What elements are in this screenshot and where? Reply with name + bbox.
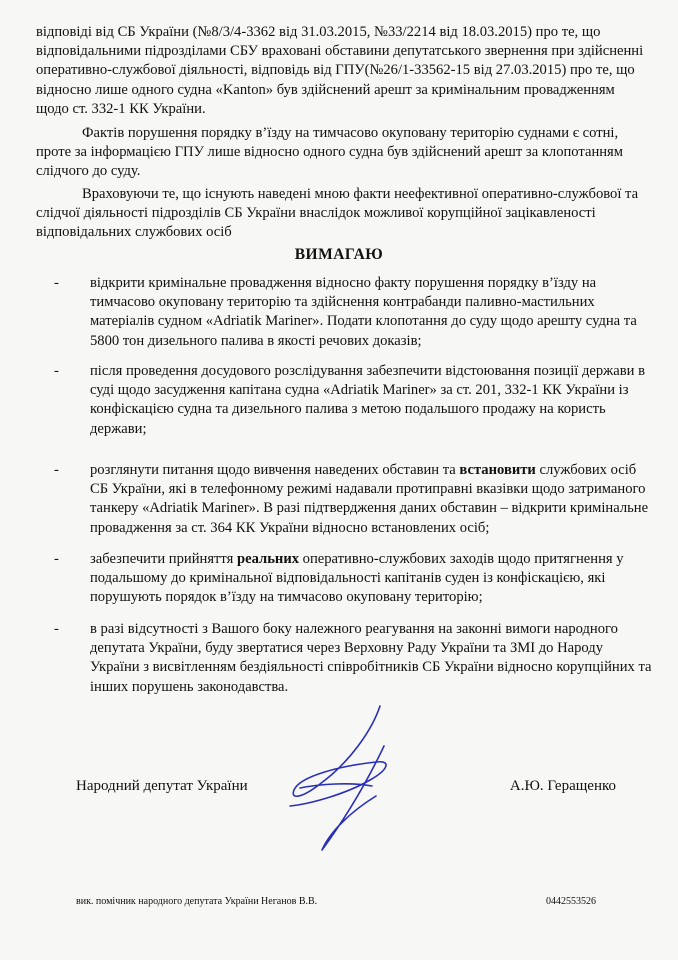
list-item-text (90, 461, 654, 538)
footer-phone: 0442553526 (546, 896, 596, 907)
emphasis-establish: встановити (459, 462, 536, 478)
list-item-text-start: розглянути питання щодо вивчення наведених обставин та (90, 462, 460, 478)
list-dash: - (54, 275, 59, 291)
list-item-text: в разі відсутності з Вашого боку належного реагування на законні вимоги народного депутата України, буду звертатися через Верховну Раду України та ЗМІ до Народу України з висвітленням бездіяльності співробітників СБ України відносно корупційних та інших порушень законодавства. (90, 621, 652, 695)
paragraph-violations (36, 124, 648, 182)
signer-title: Народний депутат України (76, 778, 248, 794)
paragraph-considering (36, 185, 648, 243)
violations-text: Фактів порушення порядку в’їзду на тимчасово окуповану територію суднами є сотні, проте за інформацією ГПУ лише відносно одного судна був здійснений арешт за клопотанням слідчого до суду. (36, 125, 624, 180)
demand-heading: ВИМАГАЮ (294, 246, 384, 263)
list-item-text: після проведення досудового розслідування забезпечити відстоювання позиції держави в суді щодо засудження капітана судна «Adriatik Mariner» за ст. 201, 332-1 КК України із конфіскацією судна та дизельного палива з метою подальшого продажу на користь держави; (90, 363, 645, 437)
intro-text: відповіді від СБ України (№8/3/4-3362 від 31.03.2015, №33/2214 від 18.03.2015) про те, що відповідальними підрозділами СБУ враховані обставини депутатського звернення при здійсненні оперативно-службової діяльності, відповідь від ГПУ(№26/1-33562-15 від 27.03.2015) про те, що відносно лише одного судна «Kanton» був здійснений арешт за кримінальним провадженням щодо ст. 332-1 КК України. (36, 24, 644, 117)
intro-paragraph (36, 23, 648, 119)
list-dash: - (54, 462, 59, 478)
signer-name: А.Ю. Геращенко (509, 778, 616, 794)
emphasis-real: реальних (236, 551, 300, 567)
handwritten-signature (280, 700, 410, 860)
list-item-text: відкрити кримінальне провадження відносно факту порушення порядку в’їзду на тимчасово окуповану територію та здійснення контрабанди паливно-мастильних матеріалів судном «Adriatik Mariner». Подати клопотання до суду щодо арешту судна та 5800 тон дизельного палива в якості речових доказів; (90, 275, 637, 349)
footer-assistant: вик. помічник народного депутата України Неганов В.В. (76, 896, 318, 907)
list-item-text-start: забезпечити прийняття (90, 551, 237, 567)
list-item-text-end: оперативно-службових заходів щодо притягнення у подальшому до кримінальної відповідальності капітанів суден із конфіскацією, які порушують порядок в’їзду на тимчасово окуповану територію; (90, 551, 624, 606)
list-item-text (90, 550, 654, 608)
list-dash: - (54, 551, 59, 567)
list-dash: - (54, 363, 59, 379)
list-dash: - (54, 621, 59, 637)
considering-text: Враховуючи те, що існують наведені мною факти неефективної оперативно-службової та слідчої діяльності підрозділів СБ України внаслідок можливої корупційної зацікавленості відповідальних службових осіб (36, 186, 639, 241)
list-item-text-end: службових осіб СБ України, які в телефонному режимі надавали протиправні вказівки щодо затриманого танкеру «Adriatik Mariner». В разі підтвердження даних обставин – відкрити кримінальне провадження за ст. 364 КК України відносно встановлених осіб; (90, 462, 649, 536)
